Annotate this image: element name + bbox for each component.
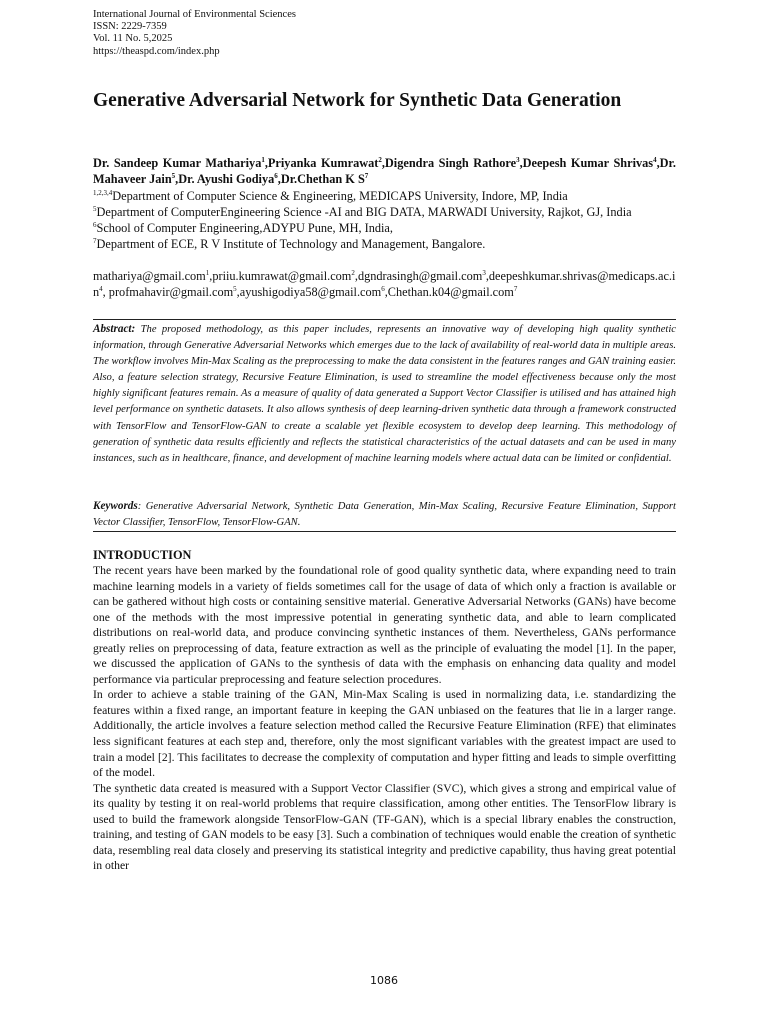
affiliation-superscript: 6 xyxy=(93,220,97,229)
email[interactable]: profmahavir@gmail.com xyxy=(105,285,234,299)
author-superscript: 2 xyxy=(378,155,382,164)
paragraph: The recent years have been marked by the foundational role of good quality synthetic data, where expanding need to train machine learning models in a variety of fields sometimes call for the usage of data of which only a fraction is available or can be gathered without high costs or containing sensitive material. Generative Adversarial Networks (GANs) have become one of the methods with the most impressive potential in generating synthetic data, and able to learn complicated distributions on real-world data, and produce convincing synthetic instances of them. Nevertheless, GANs performance greatly relies on preprocessing of data, feature extraction as well as the principle of evaluating the model [1]. In the paper, we discussed the application of GANs to the synthesis of data with the emphasis on enhancing data quality and model performance via particular preprocessing and feature selection procedures. xyxy=(93,564,676,686)
author-superscript: 5 xyxy=(171,171,176,180)
page-number: 1086 xyxy=(370,974,398,987)
affiliation xyxy=(93,220,676,236)
author-name: Dr. Mahaveer Jain xyxy=(93,156,676,186)
author-name: Dr. Sandeep Kumar Mathariya xyxy=(93,156,262,170)
email[interactable]: priiu.kumrawat@gmail.com xyxy=(212,269,352,283)
keywords-text: : Generative Adversarial Network, Synthetic Data Generation, Min-Max Scaling, Recursive Feature Elimination, Support Vector Classifier, TensorFlow, TensorFlow-GAN. xyxy=(93,501,676,528)
affiliation-text: Department of ComputerEngineering Science -AI and BIG DATA, MARWADI University, Rajkot, GJ, India xyxy=(96,205,632,219)
affiliation xyxy=(93,236,676,252)
abstract-text: The proposed methodology, as this paper includes, represents an innovative way of developing high quality synthetic information, through Generative Adversarial Networks which emerges due to the lack of availability of real-world data in multiple areas. The workflow involves Min-Max Scaling as the preprocessing to make the data consistent in the features ranges and GAN training easier. Also, a feature selection strategy, Recursive Feature Elimination, is used to streamline the model effectiveness because only the most highly significant features remain. As a measure of quality of data generated a Support Vector Classifier is utilised and has attained high level performance on synthetic datasets. It also allows synthesis of deep learning-driven synthetic data through a framework constructed with TensorFlow and TensorFlow-GAN to create a scalable yet flexible ecosystem to develop deep learning. This methodology of generation of synthetic data results efficiently and reflects the statistical characteristics of the actual datasets and can be used in many instances, such as in healthcare, finance, and development of machine learning models where actual data can be limited or confidential. xyxy=(93,324,676,464)
affiliation-list xyxy=(93,188,676,252)
author-superscript: 1 xyxy=(261,155,265,164)
email[interactable]: mathariya@gmail.com xyxy=(93,269,206,283)
journal-name: International Journal of Environmental Sciences xyxy=(93,9,296,20)
email[interactable]: Chethan.k04@gmail.com xyxy=(387,285,514,299)
section-heading: INTRODUCTION xyxy=(93,548,192,562)
author-superscript: 7 xyxy=(364,171,369,180)
email-superscript: 5 xyxy=(233,284,237,293)
journal-volume: Vol. 11 No. 5,2025 xyxy=(93,33,173,45)
paragraph: In order to achieve a stable training of the GAN, Min-Max Scaling is used in normalizing data, i.e. standardizing the features within a fixed range, an important feature in keeping the GAN unbiased on the features that lie in a larger range. Additionally, the article involves a feature selection method called the Recursive Feature Elimination (RFE) that eliminates less significant features at each step and, therefore, only the most significant variables with the greatest impact are used to train a model [2]. This facilitates to decrease the complexity of computation and hyper fitting and leads to simple overfitting of the model. xyxy=(93,688,676,780)
email[interactable]: deepeshkumar.shrivas@medicaps.ac.in xyxy=(93,269,676,299)
affiliation xyxy=(93,188,676,204)
journal-header xyxy=(93,9,296,58)
author-name: Dr. Ayushi Godiya xyxy=(178,172,275,186)
email[interactable]: dgndrasingh@gmail.com xyxy=(357,269,483,283)
email-superscript: 6 xyxy=(381,284,385,293)
affiliation-text: Department of Computer Science & Engineering, MEDICAPS University, Indore, MP, India xyxy=(112,189,568,203)
author-name: Digendra Singh Rathore xyxy=(384,156,517,170)
abstract xyxy=(93,321,676,467)
author-name: Dr.Chethan K S xyxy=(280,172,365,186)
email-superscript: 7 xyxy=(513,284,518,293)
journal-url: https://theaspd.com/index.php xyxy=(93,45,220,57)
paper-title: Generative Adversarial Network for Synthetic Data Generation xyxy=(93,90,622,111)
keywords-label: Keywords xyxy=(93,500,138,512)
email[interactable]: ayushigodiya58@gmail.com xyxy=(239,285,382,299)
affiliation-superscript: 7 xyxy=(93,236,97,245)
email-superscript: 2 xyxy=(351,268,355,277)
affiliation-text: Department of ECE, R V Institute of Technology and Management, Bangalore. xyxy=(96,237,486,251)
paragraph: The synthetic data created is measured with a Support Vector Classifier (SVC), which gives a strong and empirical value of its quality by testing it on real-world problems that require classification, among other entities. The TensorFlow library is used to build the framework alongside TensorFlow-GAN (TF-GAN), which is a special library enables the construction, training, and testing of GAN models to be easy [3]. Such a combination of techniques would enable the creation of synthetic data, resembling real data closely and preserving its statistical integrity and predictive capability, thus having great potential in other xyxy=(93,781,676,873)
affiliation-superscript: 5 xyxy=(93,204,97,213)
affiliation-text: School of Computer Engineering,ADYPU Pune, MH, India, xyxy=(96,221,393,235)
abstract-bottom-divider xyxy=(93,531,676,532)
affiliation-superscript: 1,2,3,4 xyxy=(93,188,113,197)
author-list: Dr. Sandeep Kumar Mathariya$^1$,Priyanka Kumrawat$^2$,Digendra Singh Rathore$^3$,Deepesh Kumar Shrivas$^4$,Dr. Mahaveer Jain$^5$,Dr. Ayushi Godiya$^6$,Dr.Chethan K $S^7$ xyxy=(93,155,676,186)
abstract-label: Abstract: xyxy=(93,323,136,335)
email-superscript: 1 xyxy=(205,268,210,277)
email-list: $mathariya@gmail.com^1,priiu.kumrawat@gmail.com^2,dgndrasingh@gmail.com^3,deepeshkumar.shrivas@medicaps.ac.in^4$, profmahavir@gmail.com$^5$,ayushigodiya58@gmail.com$^6$,Chethan.k04@gmail.com$^7$ xyxy=(93,268,676,299)
author-name: Priyanka Kumrawat xyxy=(267,156,379,170)
abstract-top-divider xyxy=(93,319,676,320)
keywords xyxy=(93,498,676,531)
author-superscript: 4 xyxy=(653,155,657,164)
author-superscript: 3 xyxy=(516,155,520,164)
author-superscript: 6 xyxy=(274,171,278,180)
email-superscript: 4 xyxy=(99,284,103,293)
author-name: Deepesh Kumar Shrivas xyxy=(522,156,654,170)
email-superscript: 3 xyxy=(482,268,486,277)
journal-issn: ISSN: 2229-7359 xyxy=(93,21,167,33)
affiliation xyxy=(93,204,676,220)
body-text xyxy=(93,563,676,874)
